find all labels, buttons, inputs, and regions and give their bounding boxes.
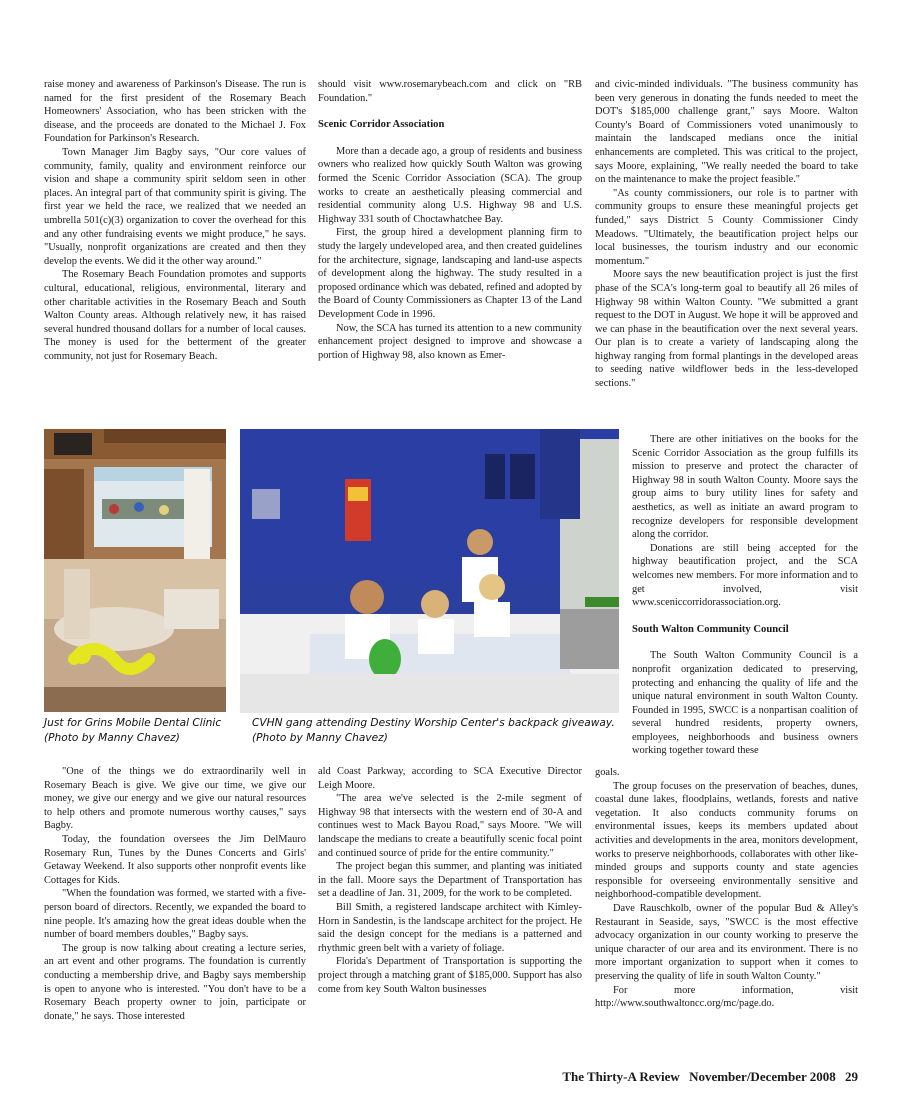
paragraph: The project began this summer, and planting was initiated in the fall. Moore says the Department of Transportation has set a deadline of Jan. 31, 2009, for the work to be completed. [318, 861, 582, 900]
top-column-1 [44, 78, 306, 408]
paragraph: raise money and awareness of Parkinson's Disease. The run is named for the first president of the Rosemary Beach Homeowners' Association, who has been stricken with the disease, and the proceeds are donated to the Michael J. Fox Foundation for Parkinson's Research. [44, 79, 306, 145]
page-number: 29 [845, 1069, 858, 1084]
paragraph: should visit www.rosemarybeach.com and click on "RB Foundation." [318, 79, 582, 104]
paragraph: The Rosemary Beach Foundation promotes and supports cultural, educational, religious, environmental, literary and other charitable activities in the Rosemary Beach and South Walton County areas. Although relatively new, it has raised several hundred thousand dollars for a number of local causes. The money is used for the betterment of the greater community, not just for Rosemary Beach. [44, 269, 306, 362]
paragraph: Bill Smith, a registered landscape architect with Kimley-Horn in Sandestin, is the landscape architect for the project. He said the design concept for the medians is a patterned and rhythmic green belt with a variety of foliage. [318, 901, 582, 954]
page-footer [556, 1069, 858, 1085]
paragraph: "One of the things we do extraordinarily well in Rosemary Beach is give. We give our time, we give our money, we give our energy and we give our natural resources to help others and promote numerous worthy causes," says Bagby. [44, 766, 306, 832]
left-photo-caption: Just for Grins Mobile Dental Clinic (Photo by Manny Chavez) [44, 717, 222, 744]
paragraph: Florida's Department of Transportation is supporting the project through a matching grant of $185,000. Support has also come from key South Walton businesses [318, 956, 582, 995]
dental-clinic-photo [44, 429, 226, 712]
paragraph: Donations are still being accepted for the highway beautification project, and the SCA welcomes new members. For more information and to get involved, visit www.sceniccorridorassociation.org. [632, 542, 858, 609]
paragraph: goals. [595, 767, 620, 778]
paragraph: First, the group hired a development planning firm to study the largely undeveloped area, and then created guidelines for the architecture, signage, landscaping and land-use aspects of development along the highway. The study resulted in a proposed ordinance which was debated, refined and adopted by the Board of County Commissioners as Chapter 13 of the Land Development Code in 1996. [318, 227, 582, 320]
paragraph: ald Coast Parkway, according to SCA Executive Director Leigh Moore. [318, 766, 582, 791]
paragraph: The group is now talking about creating a lecture series, an art event and other programs. The foundation is currently conducting a membership drive, and Bagby says membership is open to anyone who is interested. "You don't have to be a Rosemary Beach property owner to join, participate or donate," he says. Those interested [44, 942, 306, 1022]
paragraph: "As county commissioners, our role is to partner with community groups to ensure these meaningful projects get funded," says District 5 County Commissioner Cindy Meadows. "Ultimately, the beautification project helps our local businesses, the tourism industry and our economic momentum." [595, 187, 858, 267]
paragraph: The South Walton Community Council is a nonprofit organization dedicated to preserving, protecting and enhancing the quality of life and the unique natural environment in south Walton County. Founded in 1995, SWCC is a nonpartisan coalition of several hundred residents, property owners, employees, neighborhoods and business owners working together toward these [632, 650, 858, 757]
bottom-column-1 [44, 765, 306, 1055]
paragraph: For more information, visit http://www.southwaltoncc.org/mc/page.do. [595, 984, 858, 1010]
issue-date: November/December 2008 [689, 1069, 836, 1084]
paragraph: Town Manager Jim Bagby says, "Our core values of community, family, quality and environment reinforce our vision and shape a community spirit seldom seen in other places. An integral part of that community spirit is giving. The first year we held the race, we realized that we needed an umbrella 501(c)(3) organization to cover the overhead for this and any other fundraising events we might produce," he says. "Usually, nonprofit organizations are created and then they develop the events. We did it the other way around." [44, 146, 306, 267]
magazine-name: The Thirty-A Review [562, 1069, 680, 1084]
paragraph: Now, the SCA has turned its attention to a new community enhancement project designed to improve and showcase a portion of Highway 98, also known as Emer- [318, 322, 582, 361]
paragraph: The group focuses on the preservation of beaches, dunes, coastal dune lakes, floodplains, wetlands, forests and native vegetation. It also conducts community forums on environmental issues, keeps its members updated about activities and developments in the area, monitors development, works to preserve neighborhoods, collaborates with other like-minded groups and supports county and state agencies responsible for overseeing environmentally sensitive and neighborhood-compatible development. [595, 780, 858, 901]
paragraph: and civic-minded individuals. "The business community has been very generous in donating the funds needed to meet the DOT's $185,000 challenge grant," says Moore. Walton County's Board of Commissioners voted unanimously to maintain the landscaped medians once the initial enhancements are completed. This was critical to the project, says Moore, explaining, "We really needed the board to take on the maintenance to make the project feasible." [595, 79, 858, 186]
backpack-giveaway-photo [240, 429, 619, 713]
paragraph: Dave Rauschkolb, owner of the popular Bud & Alley's Restaurant in Seaside, says, "SWCC is the most effective advocacy organization in our county working to preserve the unique character of our area and its environment. There is no more important organization to support when it comes to preserving the quality of life in south Walton County." [595, 902, 858, 982]
paragraph: More than a decade ago, a group of residents and business owners who realized how quickly South Walton was growing formed the Scenic Corridor Association (SCA). The group works to create an aesthetically pleasing commercial and residential community along U.S. Highway 98 and U.S. Highway 331 south of Choctawhatchee Bay. [318, 145, 582, 225]
paragraph: "The area we've selected is the 2-mile segment of Highway 98 that intersects with the western end of 30-A and continues west to Mack Bayou Road," says Moore. "We will landscape the medians to create a beautifully scenic focal point and continued source of pride for the entire community." [318, 793, 582, 859]
section-heading: Scenic Corridor Association [318, 119, 445, 131]
paragraph: "When the foundation was formed, we started with a five-person board of directors. Recently, we expanded the board to nine people. It's amazing how the great ideas double when the number of board members doubles," Bagby says. [44, 888, 306, 941]
paragraph: Today, the foundation oversees the Jim DelMauro Rosemary Run, Tunes by the Dunes Concerts and Girls' Getaway Weekend. It also supports other nonprofit events like Cottages for Kids. [44, 833, 306, 886]
bottom-column-3 [595, 766, 858, 1056]
bottom-column-2 [318, 765, 582, 1055]
top-column-2 [318, 78, 582, 408]
paragraph: There are other initiatives on the books for the Scenic Corridor Association as the group fulfills its mission to preserve and protect the character of Highway 98 in south Walton County. Moore says the group aims to bury utility lines for safety and aesthetics, as well as initiate an award program to recognize developers for responsible development along the corridor. [632, 434, 858, 541]
section-heading: South Walton Community Council [632, 623, 789, 635]
right-middle-column [632, 433, 858, 775]
paragraph: Moore says the new beautification project is just the first phase of the SCA's long-term goal to beautify all 26 miles of Highway 98 within Walton County. "We submitted a grant request to the DOT in August. We hope it will be approved and we can phase in the beautification over the next several years. Our plan is to create a variety of landscaping along the highway ranging from formal plantings in the developed areas to seeding native wildflower beds in the less-developed sections." [595, 269, 858, 390]
top-column-3 [595, 78, 858, 424]
right-photo-caption: CVHN gang attending Destiny Worship Center's backpack giveaway. (Photo by Manny Chavez) [252, 717, 615, 744]
